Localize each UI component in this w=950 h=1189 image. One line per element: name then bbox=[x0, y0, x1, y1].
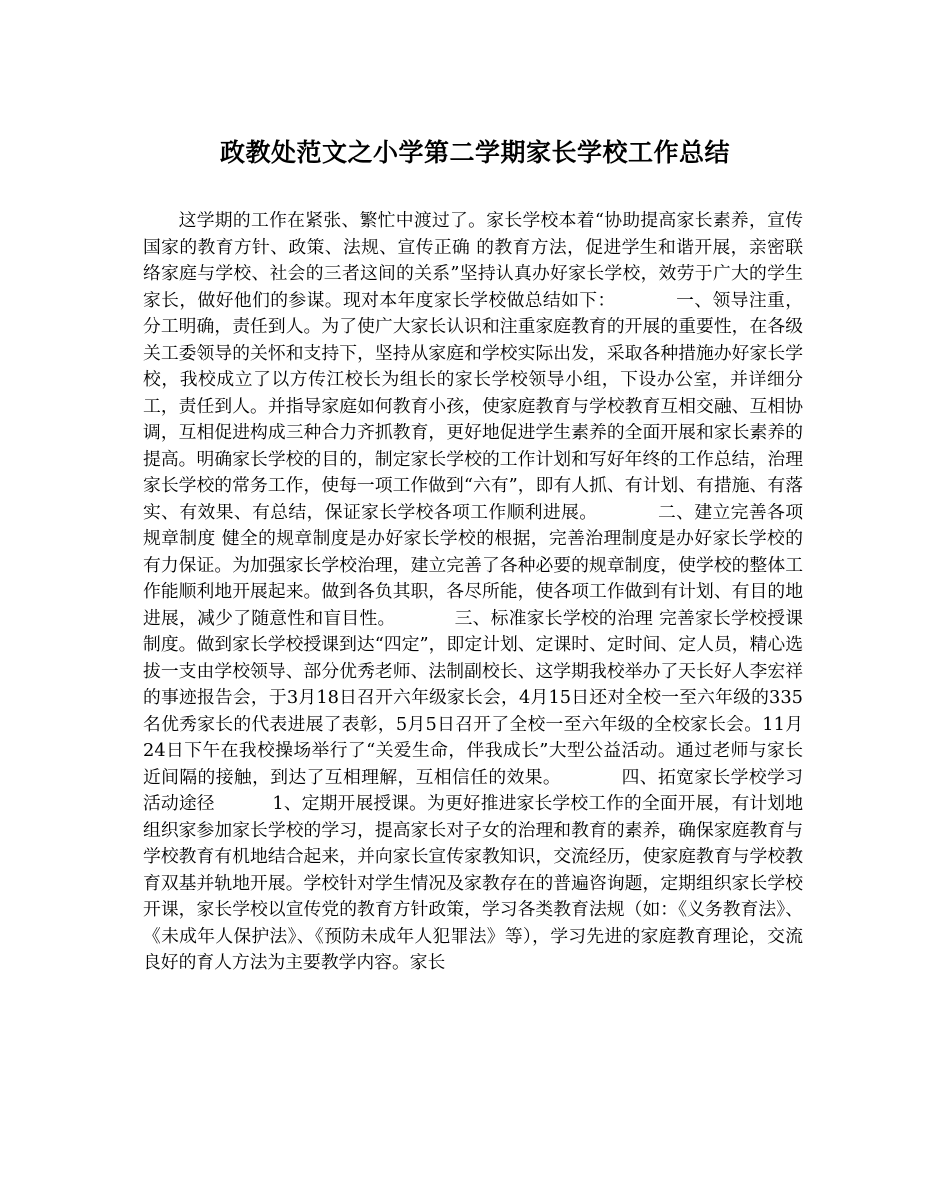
document-title: 政教处范文之小学第二学期家长学校工作总结 bbox=[219, 138, 730, 167]
document-body-text: 这学期的工作在紧张、繁忙中渡过了。家长学校本着“协助提高家长素养，宣传国家的教育方针、政策、法规、宣传正确 的教育方法，促进学生和谐开展，亲密联络家庭与学校、社会的三者这间的关系”坚持认真办好家长学校，效劳于广大的学生家长，做好他们的参谋。现对本年度家长学校做总结如下： 一、领导注重，分工明确，责任到人。为了使广大家长认识和注重家庭教育的开展的重要性，在各级关工委领导的关怀和支持下，坚持从家庭和学校实际出发，采取各种措施办好家长学校，我校成立了以方传江校长为组长的家长学校领导小组，下设办公室，并详细分工，责任到人。并指导家庭如何教育小孩，使家庭教育与学校教育互相交融、互相协调，互相促进构成三种合力齐抓教育，更好地促进学生素养的全面开展和家长素养的提高。明确家长学校的目的，制定家长学校的工作计划和写好年终的工作总结，治理家长学校的常务工作，使每一项工作做到“六有”，即有人抓、有计划、有措施、有落实、有效果、有总结，保证家长学校各项工作顺利进展。 二、建立完善各项规章制度 健全的规章制度是办好家长学校的根据，完善治理制度是办好家长学校的有力保证。为加强家长学校治理，建立完善了各种必要的规章制度，使学校的整体工作能顺利地开展起来。做到各负其职，各尽所能，使各项工作做到有计划、有目的地进展，减少了随意性和盲目性。 三、标准家长学校的治理 完善家长学校授课制度。做到家长学校授课到达“四定”，即定计划、定课时、定时间、定人员，精心选拔一支由学校领导、部分优秀老师、法制副校长、这学期我校举办了天长好人李宏祥的事迹报告会，于3月18日召开六年级家长会，4月15日还对全校一至六年级的335名优秀家长的代表进展了表彰，5月5日召开了全校一至六年级的全校家长会。11月24日下午在我校操场举行了“关爱生命，伴我成长”大型公益活动。通过老师与家长近间隔的接触，到达了互相理解，互相信任的效果。 四、拓宽家长学校学习活动途径 1、定期开展授课。为更好推进家长学校工作的全面开展，有计划地组织家参加家长学校的学习，提高家长对子女的治理和教育的素养，确保家庭教育与学校教育有机地结合起来，并向家长宣传家教知识，交流经历，使家庭教育与学校教育双基并轨地开展。学校针对学生情况及家教存在的普遍咨询题，定期组织家长学校开课，家长学校以宣传党的教育方针政策，学习各类教育法规（如：《义务教育法》、《未成年人保护法》、《预防未成年人犯罪法》等），学习先进的家庭教育理论，交流良好的育人方法为主要教学内容。家长 bbox=[143, 210, 803, 973]
